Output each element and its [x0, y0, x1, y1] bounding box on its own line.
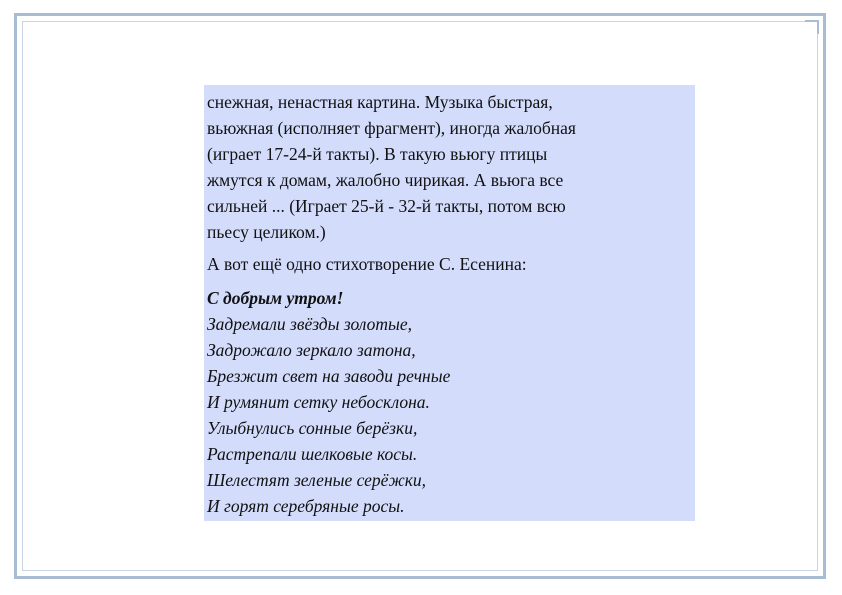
text-box — [204, 85, 695, 521]
poem-title: С добрым утром! — [207, 288, 344, 308]
frame-corner-decoration — [805, 20, 819, 34]
story-line: сильней ... (Играет 25-й - 32-й такты, потом всю — [207, 196, 566, 216]
story-line: вьюжная (исполняет фрагмент), иногда жалобная — [207, 118, 576, 138]
poem-line: Брезжит свет на заводи речные — [207, 366, 451, 386]
poem-line: Растрепали шелковые косы. — [207, 444, 418, 464]
poem-line: Задремали звёзды золотые, — [207, 314, 413, 334]
poem-line: Улыбнулись сонные берёзки, — [207, 418, 418, 438]
poem-line: Шелестят зеленые серёжки, — [207, 470, 427, 490]
story-line: жмутся к домам, жалобно чирикая. А вьюга все — [207, 170, 564, 190]
poem-line: И румянит сетку небосклона. — [207, 392, 430, 412]
poem-line: Задрожало зеркало затона, — [207, 340, 416, 360]
story-line: снежная, ненастная картина. Музыка быстрая, — [207, 92, 553, 112]
story-line: (играет 17-24-й такты). В такую вьюгу птицы — [207, 144, 548, 164]
story-line: пьесу целиком.) — [207, 222, 326, 242]
poem-line: И горят серебряные росы. — [207, 496, 405, 516]
poem-intro: А вот ещё одно стихотворение С. Есенина: — [207, 254, 527, 274]
